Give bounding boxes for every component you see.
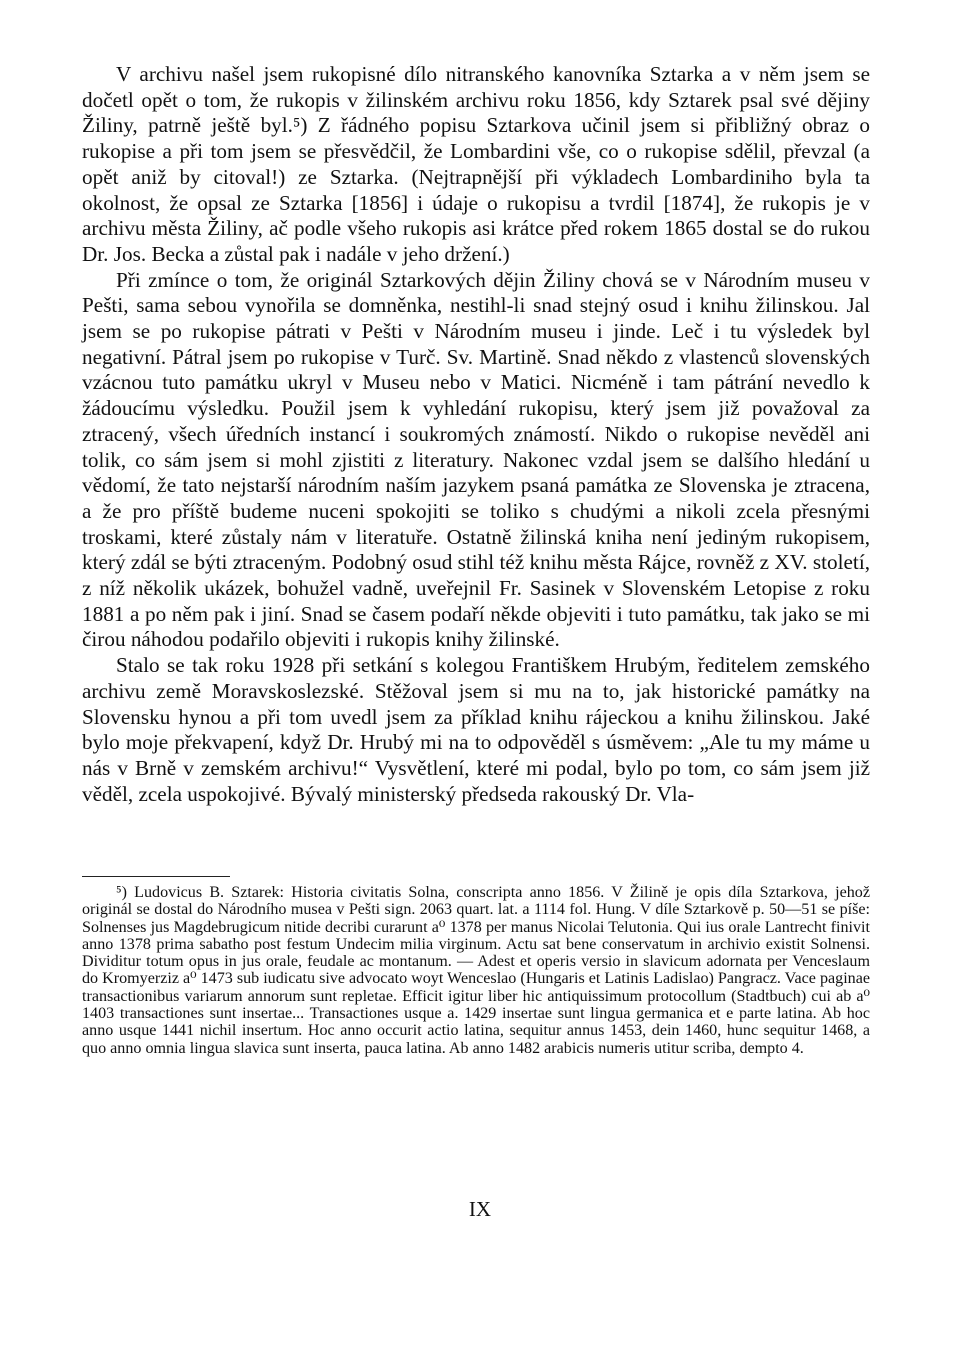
footnote-divider [82,876,230,877]
footnotes [82,884,870,1057]
footnote-5: ⁵) Ludovicus B. Sztarek: Historia civitatis Solna, conscripta anno 1856. V Žilině je opis díla Sztarkova, jehož originál se dostal do Národního musea v Pešti sign. 2063 quart. lat. a 1114 fol. Hung. V díle Sztarkově p. 50—51 se píše: Solnenses jus Magdebrugicum nitide decribi curarunt a⁰ 1378 per manus Nicolai Telutonia. Qui ius orale Lantrecht finivit anno 1378 prima sabatho post festum Undecim milia virginum. Actu sat bene conservatum in archivio existit Solnensi. Dividitur totum opus in jus orale, feudale ac montanum. — Adest et operis versio in slavicum adornata per Venceslaum do Kromyerziz a⁰ 1473 sub iudicatu sive advocato woyt Wenceslao (Hungaris et Latinis Ladislao) Pangracz. Vace paginae transactionibus variarum annorum sunt repletae. Efficit igitur liber hic antiquissimum protocollum (Stadtbuch) cui ab a⁰ 1403 transactiones sunt insertae... Transactiones usque a. 1429 insertae sunt lingua germanica et e parte latina. Ab hoc anno usque 1441 nichil insertum. Hoc anno occurit actio latina, sequitur annus 1453, dein 1460, hunc sequitur 1468, a quo anno omnia lingua slavica sunt inserta, pauca latina. Ab anno 1482 arabicis numeris utitur scriba, dempto 4. [82,884,870,1057]
page-number: IX [468,1197,492,1221]
main-text [82,62,870,807]
paragraph-1: V archivu našel jsem rukopisné dílo nitranského kanovníka Sztarka a v něm jsem se dočetl opět o tom, že rukopis v žilinském archivu roku 1856, kdy Sztarek psal své dějiny Žiliny, patrně ještě byl.⁵) Z řádného popisu Sztarkova učinil jsem si přibližný obraz o rukopise a při tom jsem se přesvědčil, že Lombardini vše, co o rukopise sdělil, převzal (a opět aniž by citoval!) ze Sztarka. (Nejtrapnější při výkladech Lombardiniho byla ta okolnost, že opsal ze Sztarka [1856] i údaje o rukopisu a tvrdil [1874], že rukopis je v archivu města Žiliny, ač podle všeho rukopis asi krátce před rokem 1865 dostal se do rukou Dr. Jos. Becka a zůstal pak i nadále v jeho držení.) [82,62,870,266]
paragraph-3: Stalo se tak roku 1928 při setkání s kolegou Františkem Hrubým, ředitelem zemského archivu země Moravskoslezské. Stěžoval jsem si mu na to, jak historické památky na Slovensku hynou a při tom uvedl jsem za příklad knihu rájeckou a knihu žilinskou. Jaké bylo moje překvapení, když Dr. Hrubý mi na to odpověděl s úsměvem: „Ale tu my máme u nás v Brně v zemském archivu!“ Vysvětlení, které mi podal, bylo po tom, co sám jsem již věděl, zcela uspokojivé. Bývalý ministerský předseda rakouský Dr. Vla- [82,653,870,806]
paragraph-2: Při zmínce o tom, že originál Sztarkových dějin Žiliny chová se v Národním museu v Pešti, sama sebou vynořila se domněnka, nestihl-li snad stejný osud i knihu žilinskou. Jal jsem se po rukopise pátrati v Pešti v Národním museu i jinde. Leč i tu výsledek byl negativní. Pátral jsem po rukopise v Turč. Sv. Martině. Snad někdo z vlastenců slovenských vzácnou tuto památku ukryl v Museu nebo v Matici. Nicméně i tam pátrání nevedlo k žádoucímu výsledku. Použil jsem k vyhledání rukopisu, který jsem již považoval za ztracený, všech úředních instancí i soukromých známostí. Nikdo o rukopise nevěděl ani tolik, co sám jsem si mohl zjistiti z literatury. Nakonec vzdal jsem se dalšího hledání u vědomí, že tato nejstarší národním naším jazykem psaná památka ze Slovenska je ztracena, a že pro příště budeme nuceni spokojiti se toliko s chudými a nikoli zcela přesnými troskami, které zůstaly nám v literatuře. Ostatně žilinská kniha není jediným rukopisem, který zdál se býti ztraceným. Podobný osud stihl též knihu města Rájce, rovněž z XV. století, z níž několik ukázek, bohužel vadně, uveřejnil Fr. Sasinek v Slovenském Letopise z roku 1881 a po něm pak i jiní. Snad se časem podaří někde objeviti i tuto památku, tak jako se mi čirou náhodou podařilo objeviti i rukopis knihy žilinské. [82,267,870,652]
